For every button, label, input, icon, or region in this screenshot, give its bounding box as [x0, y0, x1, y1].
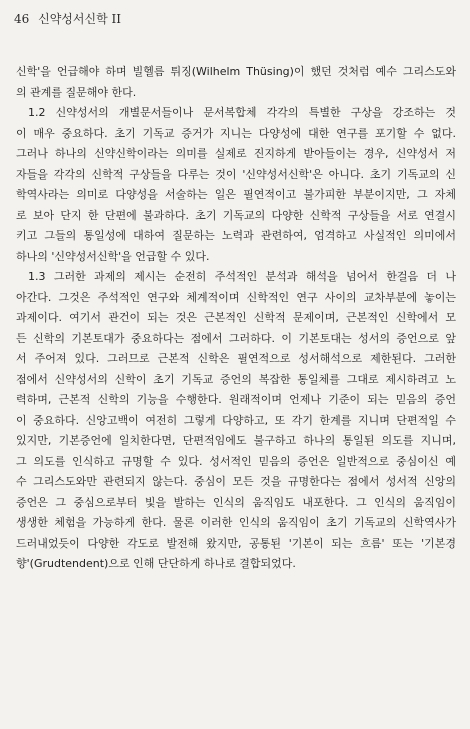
text-line: 1.3 그러한 과제의 제시는 순전히 주석적인 분석과 해석을 넘어서 한걸음 더 나 — [28, 270, 456, 283]
text-line: 신학'을 언급해야 하며 빌헬름 튀징(Wilhelm Thüsing)이 했던 것처럼 예수 그리스도와 — [16, 65, 456, 78]
page-number: 46 — [14, 12, 30, 26]
book-title: 신약성서신학 II — [38, 12, 121, 26]
text-line: 서 주어져 있다. 그러므로 근본적 신학은 필연적으로 성서해석으로 제한된다. 그러한 — [16, 352, 456, 365]
text-line: 드러내었듯이 다양한 각도로 발전해 왔지만, 공통된 '기본이 되는 흐름' 또는 '기본경 — [16, 536, 456, 550]
running-head — [14, 10, 121, 27]
text-line: 1.2 신약성서의 개별문서들이나 문서복합체 각각의 특별한 구상을 강조하는 것 — [28, 106, 456, 119]
text-line: 향'(Grudtendent)으로 인해 단단하게 하나로 결합되었다. — [16, 557, 296, 570]
text-line: 이 매우 중요하다. 초기 기독교 증거가 지니는 다양성에 대한 연구를 포기할 수 없다. — [16, 126, 456, 140]
text-line: 아간다. 그것은 주석적인 연구와 체계적이며 신학적인 연구 사이의 교차부분에 놓이는 — [16, 290, 456, 304]
text-line: 키고 그들의 통일성에 대하여 질문하는 노력과 관련하여, 엄격하고 사실적인 의미에서 — [16, 229, 456, 242]
text-line: 그러나 하나의 신약신학이라는 의미를 실제로 진지하게 받아들이는 경우, 신약성서 저 — [16, 147, 456, 160]
text-line: 증언은 그 중심으로부터 빛을 발하는 인식의 움직임도 내포한다. 그 인식의 움직임이 — [16, 495, 456, 509]
text-line: 있지만, 기본증언에 일치한다면, 단편적임에도 불구하고 하나의 통일된 의도를 지니며, — [16, 434, 456, 447]
paragraph-1-2 — [16, 103, 456, 267]
text-line: 점에서 신약성서의 신학이 초기 기독교 증언의 복잡한 통일체를 그대로 제시하려고 노 — [16, 372, 456, 386]
text-line: 수 그리스도와만 관련되지 않는다. 중심이 모든 것을 규명한다는 점에서 성서적 신앙의 — [16, 475, 456, 488]
body-text — [16, 62, 456, 575]
text-line: 자들을 각각의 신학적 구상들을 다루는 것이 '신약성서신학'은 아니다. 초기 기독교의 신 — [16, 167, 456, 181]
text-line: 이 중요하다. 신앙고백이 여전히 그렇게 다양하고, 또 각기 한계를 지니며 단편적일 수 — [16, 413, 456, 427]
text-line: 로 보아 단지 한 단편에 불과하다. 초기 기독교의 다양한 신학적 구상들을 서로 연결시 — [16, 208, 456, 222]
text-line: 든 신학의 기본토대가 중요하다는 점에서 그러하다. 이 기본토대는 성서의 증언으로 앞 — [16, 331, 456, 345]
text-line: 그 의도를 인식하고 규명할 수 있다. 성서적인 믿음의 증언은 일반적으로 중심이신 예 — [16, 454, 456, 468]
text-line: 과제이다. 여기서 관건이 되는 것은 근본적인 신학적 문제이며, 근본적인 신학에서 모 — [16, 311, 456, 324]
text-line: 하나의 '신약성서신학'을 언급할 수 있다. — [16, 249, 210, 263]
paragraph-1-3 — [16, 267, 456, 575]
text-line: 생생한 체험을 가능하게 한다. 물론 이러한 인식의 움직임이 초기 기독교의 신학역사가 — [16, 516, 456, 529]
text-line: 의 관계를 질문해야 한다. — [16, 85, 137, 99]
text-line: 학역사라는 의미로 다양성을 서술하는 일은 필연적이고 불가피한 부분이지만, 그 자체 — [16, 188, 456, 201]
paragraph-continuation — [16, 62, 456, 103]
text-line: 력하며, 근본적 신학의 기능을 수행한다. 원래적이며 언제나 기준이 되는 믿음의 증언 — [16, 393, 456, 406]
